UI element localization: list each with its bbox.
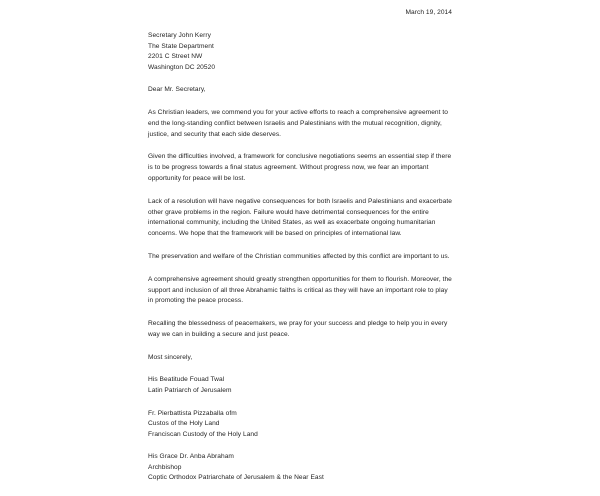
signatory-title: Custos of the Holy Land [148, 420, 220, 428]
letter-body [148, 8, 452, 496]
signatory-name: His Beatitude Fouad Twal [148, 376, 225, 384]
signatory-title: Archbishop [148, 463, 182, 471]
signatory-block [148, 409, 452, 441]
body-paragraph: Lack of a resolution will have negative consequences for both Israelis and Palestinians and exacerbate other grave problems in the region. Failure would have detrimental consequences for the entire international community, including the United States, as well as exacerbate ongoing humanitarian concerns. We hope that the framework will be based on principles of international law. [148, 197, 452, 238]
address-line: The State Department [148, 42, 214, 50]
closing-salutation: Most sincerely, [148, 353, 193, 361]
signatory-block [148, 452, 452, 484]
signatory-block [148, 375, 452, 396]
body-paragraph: A comprehensive agreement should greatly strengthen opportunities for them to flourish. Moreover, the support and inclusion of all three Abrahamic faiths is critical as they will have an important role to play in promoting the peace process. [148, 275, 452, 305]
address-line: Washington DC 20520 [148, 63, 216, 71]
body-paragraph: Recalling the blessedness of peacemakers, we pray for your success and pledge to help you in every way we can in building a secure and just peace. [148, 320, 448, 338]
body-paragraph: Given the difficulties involved, a framework for conclusive negotiations seems an essential step if there is to be progress towards a final status agreement. Without progress now, we fear an important opportunity for peace will be lost. [148, 153, 452, 182]
body-paragraph: The preservation and welfare of the Christian communities affected by this conflict are important to us. [148, 252, 450, 260]
signatory-title: Latin Patriarch of Jerusalem [148, 386, 232, 394]
salutation: Dear Mr. Secretary, [148, 86, 206, 94]
address-line: 2201 C Street NW [148, 53, 203, 61]
address-line: Secretary John Kerry [148, 32, 211, 39]
signatory-name: Fr. Pierbattista Pizzaballa ofm [148, 409, 237, 417]
recipient-address-block [148, 31, 452, 73]
signatory-title: Coptic Orthodox Patriarchate of Jerusalem & the Near East [148, 474, 324, 482]
signatory-name: His Grace Dr. Anba Abraham [148, 453, 234, 461]
letter-date: March 19, 2014 [405, 9, 452, 16]
body-paragraph: As Christian leaders, we commend you for your active efforts to reach a comprehensive agreement to end the long-standing conflict between Israelis and Palestinians with the mutual recognition, dignity, justice, and security that each side deserves. [148, 108, 448, 138]
signatory-title: Franciscan Custody of the Holy Land [148, 430, 258, 438]
